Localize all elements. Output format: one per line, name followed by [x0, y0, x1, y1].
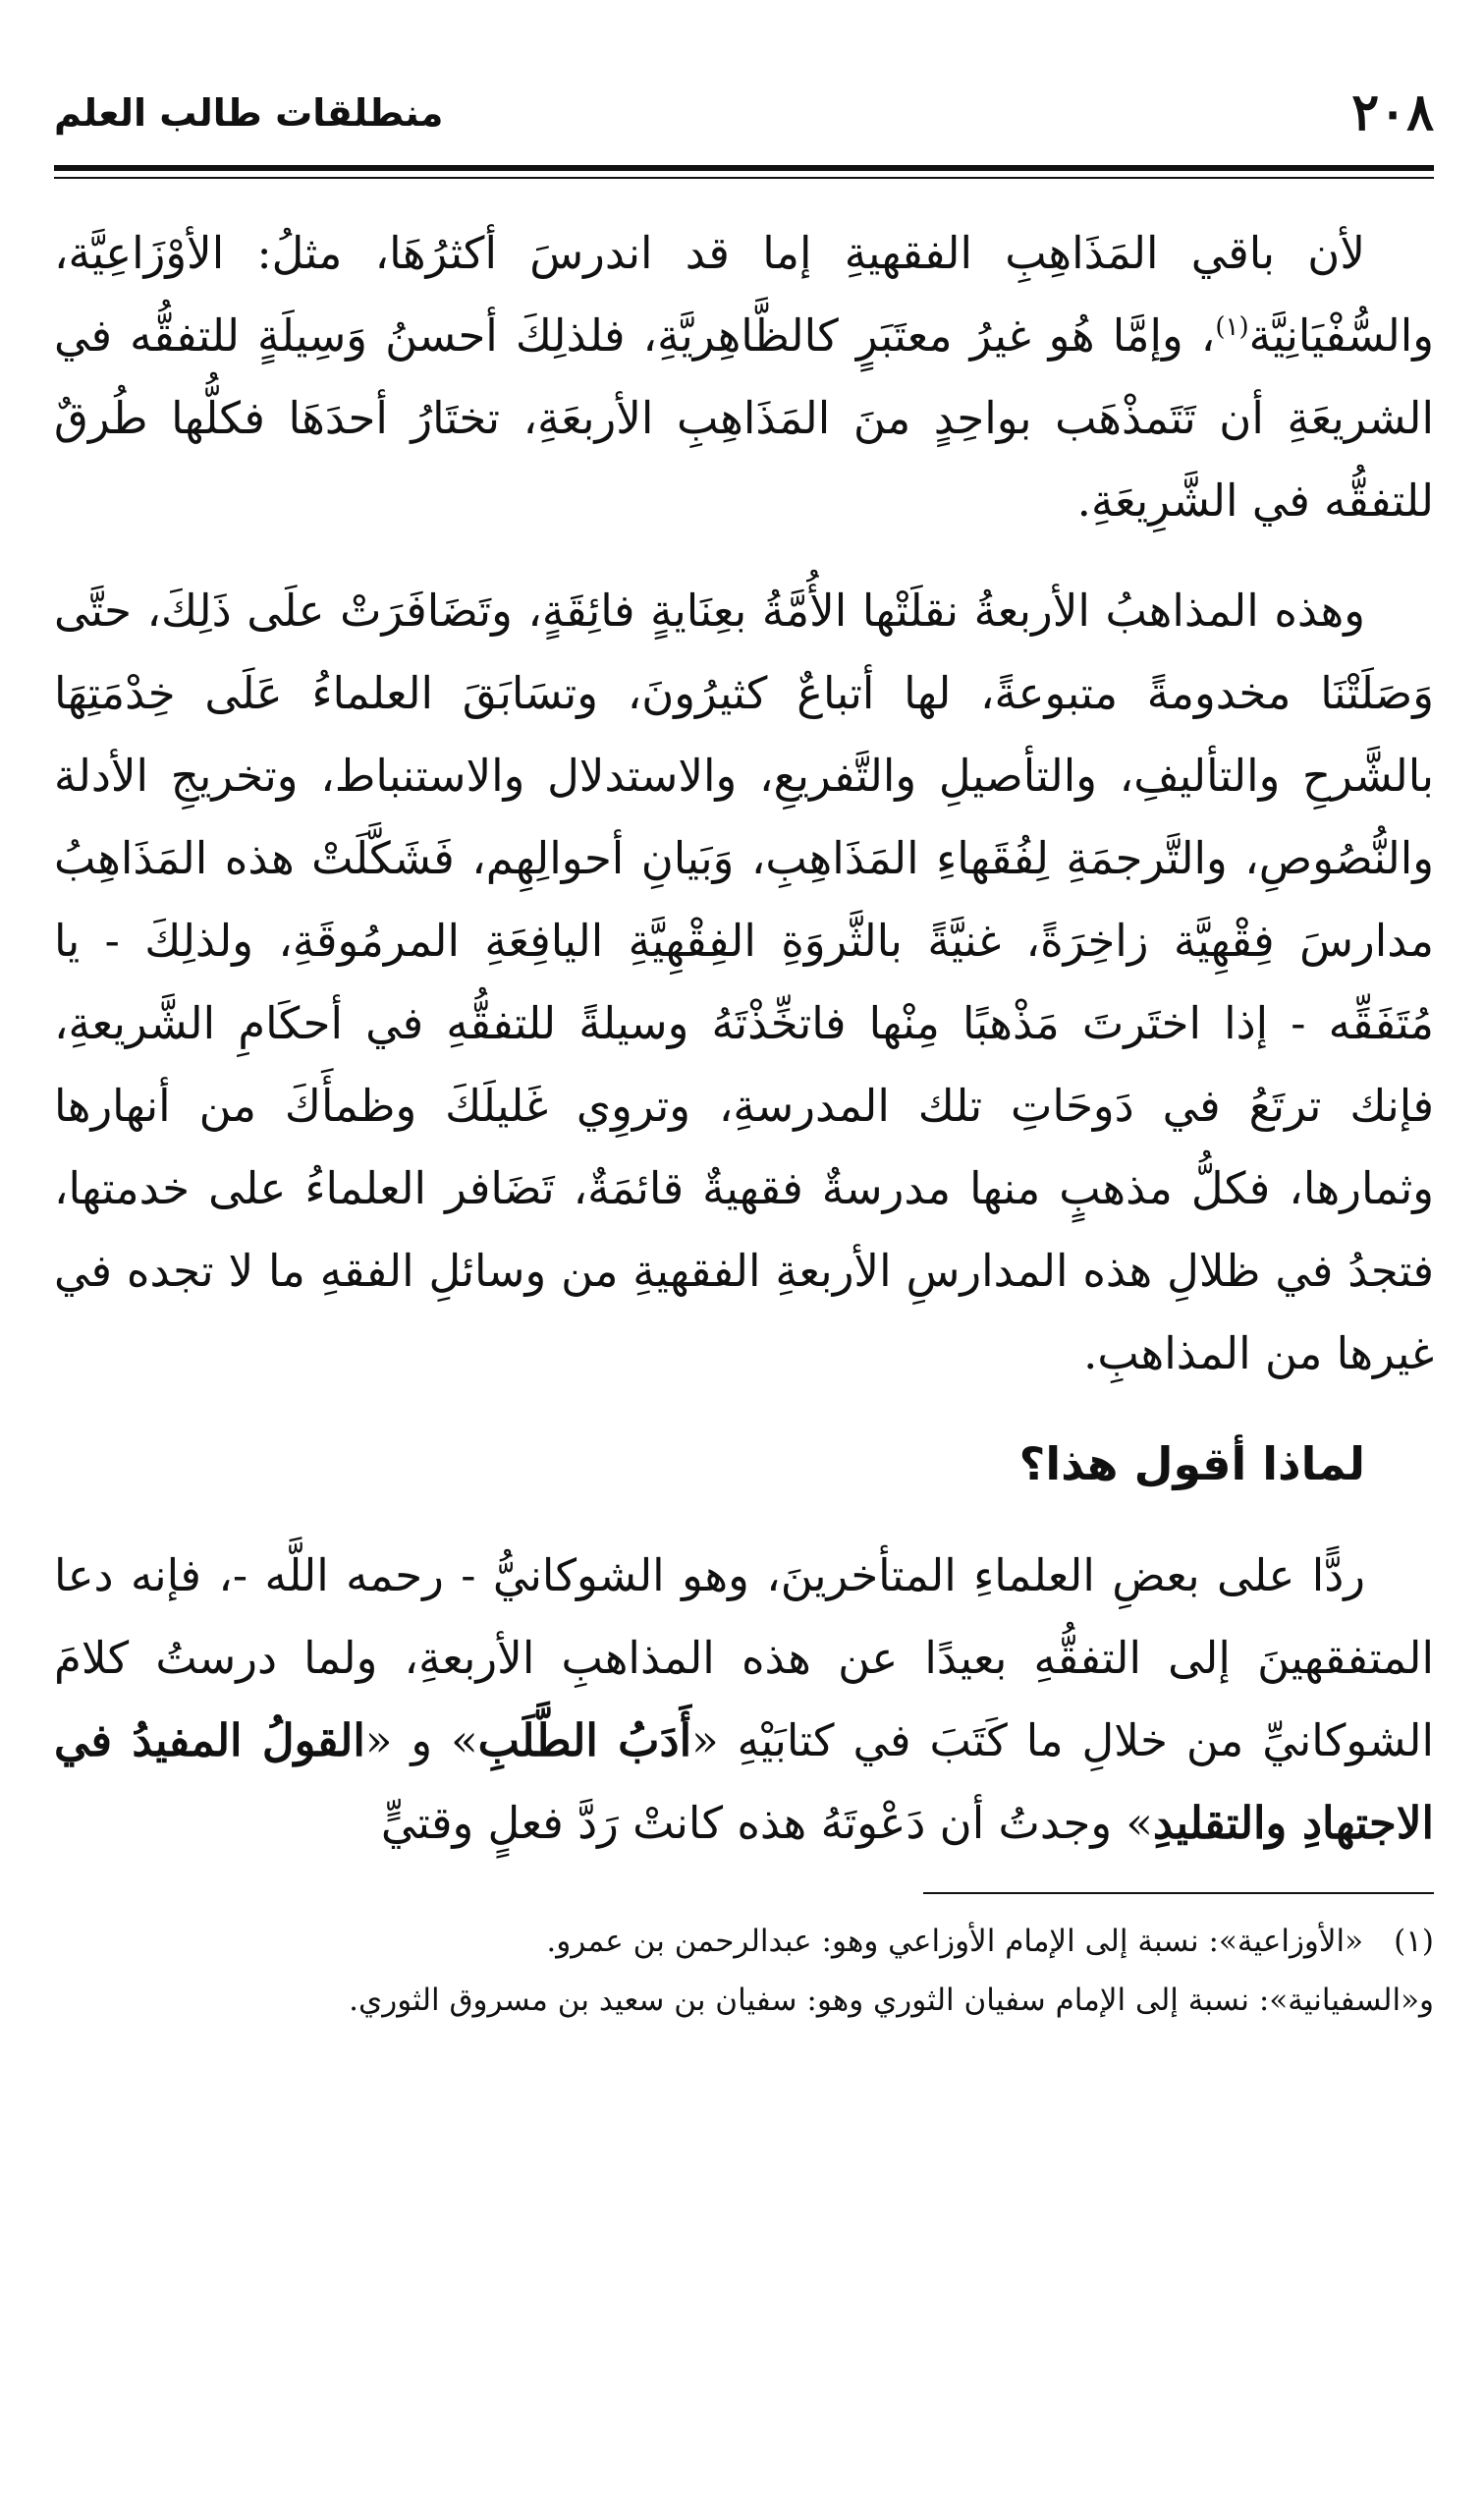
footnote-marker: (١) [1215, 312, 1249, 342]
header-rule-thick [54, 165, 1434, 171]
book-page [54, 69, 1434, 2486]
footnote-1 [54, 1912, 1434, 1971]
section-heading: لماذا أقول هذا؟ [1018, 1437, 1365, 1490]
paragraph-3-part-a: ردًّا على بعضِ العلماءِ المتأخرينَ، وهو الشوكانيُّ - رحمه اللَّه -، فإنه دعا المتفقهينَ إلى التفقُّهِ بعيدًا عن هذه المذاهبِ الأربعةِ، ولما درستُ كلامَ الشوكانيِّ من خلالِ ما كَتَبَ في كتابَيْهِ « [54, 1549, 1434, 1766]
page-number: ٢٠٨ [1351, 83, 1434, 142]
paragraph-1-text: لأن باقي المَذَاهِبِ الفقهيةِ إما قد اندرسَ أكثرُهَا، مثلُ: الأوْزَاعِيَّة، والسُّفْيَانِيَّة [54, 227, 1434, 362]
paragraph-1-rest: ، وإمَّا هُو غيرُ معتَبَرٍ كالظَّاهِريَّةِ، فلذلِكَ أحسنُ وَسِيلَةٍ للتفقُّه في الشريعَةِ أن تَتَمذْهَب بواحِدٍ منَ المَذَاهِبِ الأربعَةِ، تختَارُ أحدَهَا فكلُّها طُرقٌ للتفقُّه في الشَّرِيعَةِ. [54, 309, 1434, 527]
footnote-2: و«السفيانية»: نسبة إلى الإمام سفيان الثوري وهو: سفيان بن سعيد بن مسروق الثوري. [349, 1983, 1434, 2018]
body-text [54, 212, 1434, 1865]
paragraph-3-part-b: » و « [364, 1714, 478, 1766]
paragraph-3 [54, 1535, 1434, 1865]
running-header [54, 69, 1434, 157]
paragraph-2: وهذه المذاهبُ الأربعةُ نقلَتْها الأُمَّةُ بعِنَايةٍ فائِقَةٍ، وتَضَافَرَتْ علَى ذَلِكَ، حتَّى وَصَلَتْنَا مخدومةً متبوعةً، لها أتباعٌ كثيرُونَ، وتسَابَقَ العلماءُ عَلَى خِدْمَتِهَا بالشَّرحِ والتأليفِ، والتأصيلِ والتَّفريعِ، والاستدلال والاستنباط، وتخريجِ الأدلة والنُّصُوصِ، والتَّرجمَةِ لِفُقَهاءِ المَذَاهِبِ، وَبَيانِ أحوالِهِم، فَشَكَّلَتْ هذه المَذَاهِبُ مدارسَ فِقْهِيَّة زاخِرَةً، غنيَّةً بالثَّروَةِ الفِقْهِيَّةِ اليافِعَةِ المرمُوقَةِ، ولذلِكَ - يا مُتَفَقِّه - إذا اختَرتَ مَذْهبًا مِنْها فاتخِّذْتَهُ وسيلةً للتفقُّهِ في أحكَامِ الشَّريعةِ، فإنك ترتَعُ في دَوحَاتِ تلك المدرسةِ، وتروِي غَليلَكَ وظمأَكَ من أنهارها وثمارها، فكلُّ مذهبٍ منها مدرسةٌ فقهيةٌ قائمَةٌ، تَضَافر العلماءُ على خدمتها، فتجدُ في ظلالِ هذه المدارسِ الأربعةِ الفقهيةِ من وسائلِ الفقهِ ما لا تجده في غيرها من المذاهبِ. [54, 585, 1434, 1379]
running-title: منطلقات طالب العلم [54, 91, 444, 135]
book-title-adab-altalab: أَدَبُ الطَّلَبِ [477, 1714, 692, 1766]
book-title-alqawl-almufid: القولُ المفيدُ في الاجتهادِ والتقليدِ [54, 1714, 1434, 1849]
header-rule-thin [54, 177, 1434, 179]
footnote-rule [923, 1892, 1434, 1894]
paragraph-3-part-c: » وجدتُ أن دَعْوتَهُ هذه كانتْ رَدَّ فعلٍ وقتيٍّ [380, 1797, 1153, 1849]
footnote-1-text: «الأوزاعية»: نسبة إلى الإمام الأوزاعي وهو: عبدالرحمن بن عمرو. [546, 1924, 1364, 1959]
footnote-1-number: (١) [1394, 1924, 1434, 1959]
paragraph-1 [54, 212, 1434, 542]
